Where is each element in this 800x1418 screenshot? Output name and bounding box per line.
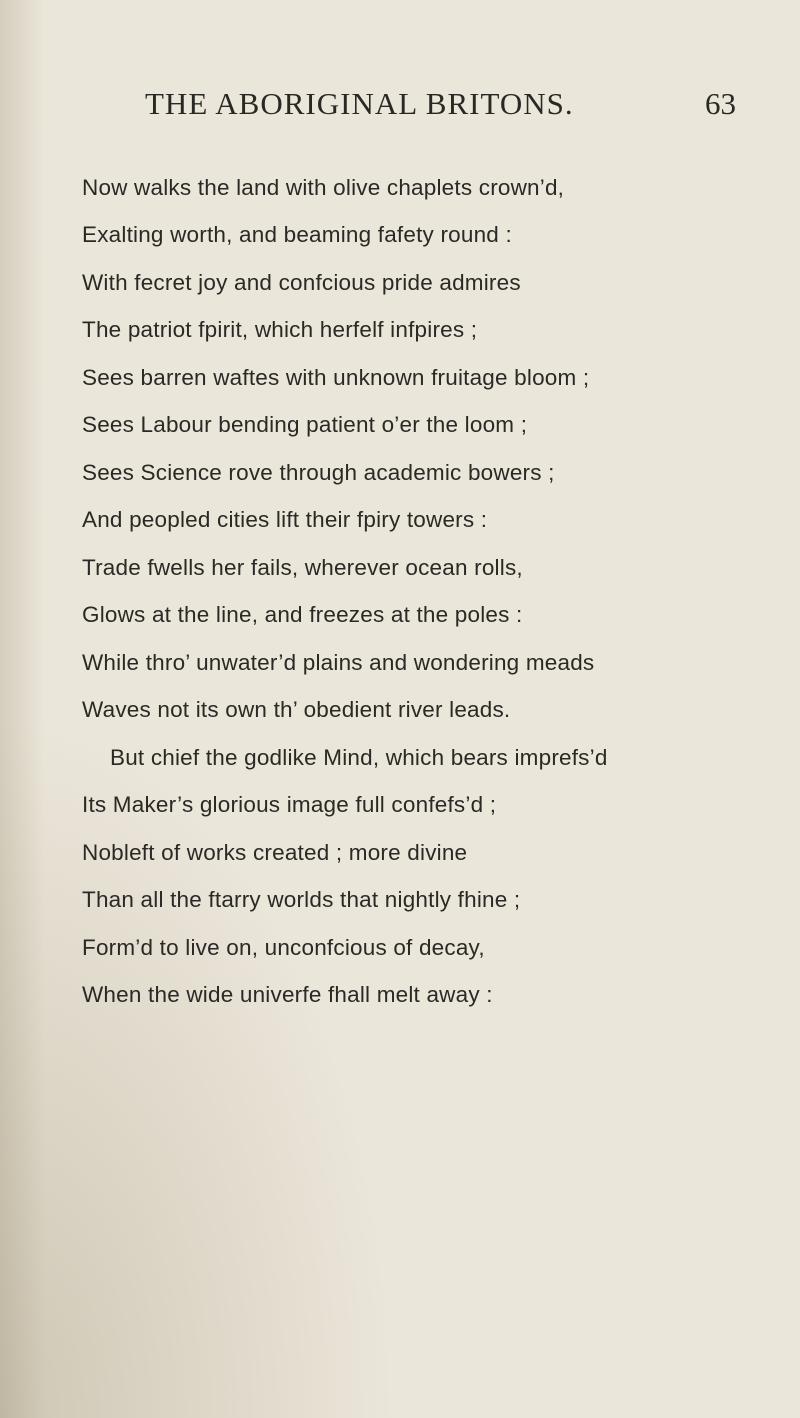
running-title: THE ABORIGINAL BRITONS.: [145, 86, 574, 121]
poem-line: Exalting worth, and beaming fafety round :: [82, 222, 512, 247]
poem-line: Its Maker’s glorious image full confefs’d ;: [82, 792, 497, 817]
poem-line: Than all the ftarry worlds that nightly fhine ;: [82, 887, 521, 912]
running-head: [0, 86, 800, 126]
poem-line: The patriot fpirit, which herfelf infpires ;: [82, 317, 478, 342]
poem-line: Nobleft of works created ; more divine: [82, 840, 468, 865]
page-number: 63: [705, 86, 736, 121]
poem-line: Form’d to live on, unconfcious of decay,: [82, 935, 485, 960]
poem-line: Waves not its own th’ obedient river leads.: [82, 697, 511, 722]
poem-line: Now walks the land with olive chaplets crown’d,: [82, 175, 565, 200]
poem-line: With fecret joy and confcious pride admires: [82, 270, 521, 295]
poem-line: Trade fwells her fails, wherever ocean rolls,: [82, 555, 523, 580]
poem-line: And peopled cities lift their fpiry towers :: [82, 507, 488, 532]
poem-line: But chief the godlike Mind, which bears imprefs’d: [110, 745, 608, 770]
poem-line: Sees barren waftes with unknown fruitage bloom ;: [82, 365, 590, 390]
poem-line: When the wide univerfe fhall melt away :: [82, 982, 493, 1007]
poem-line: Glows at the line, and freezes at the poles :: [82, 602, 523, 627]
poem-line: While thro’ unwater’d plains and wondering meads: [82, 650, 595, 675]
poem-line: Sees Science rove through academic bowers ;: [82, 460, 555, 485]
poem-line: Sees Labour bending patient o’er the loom ;: [82, 412, 528, 437]
